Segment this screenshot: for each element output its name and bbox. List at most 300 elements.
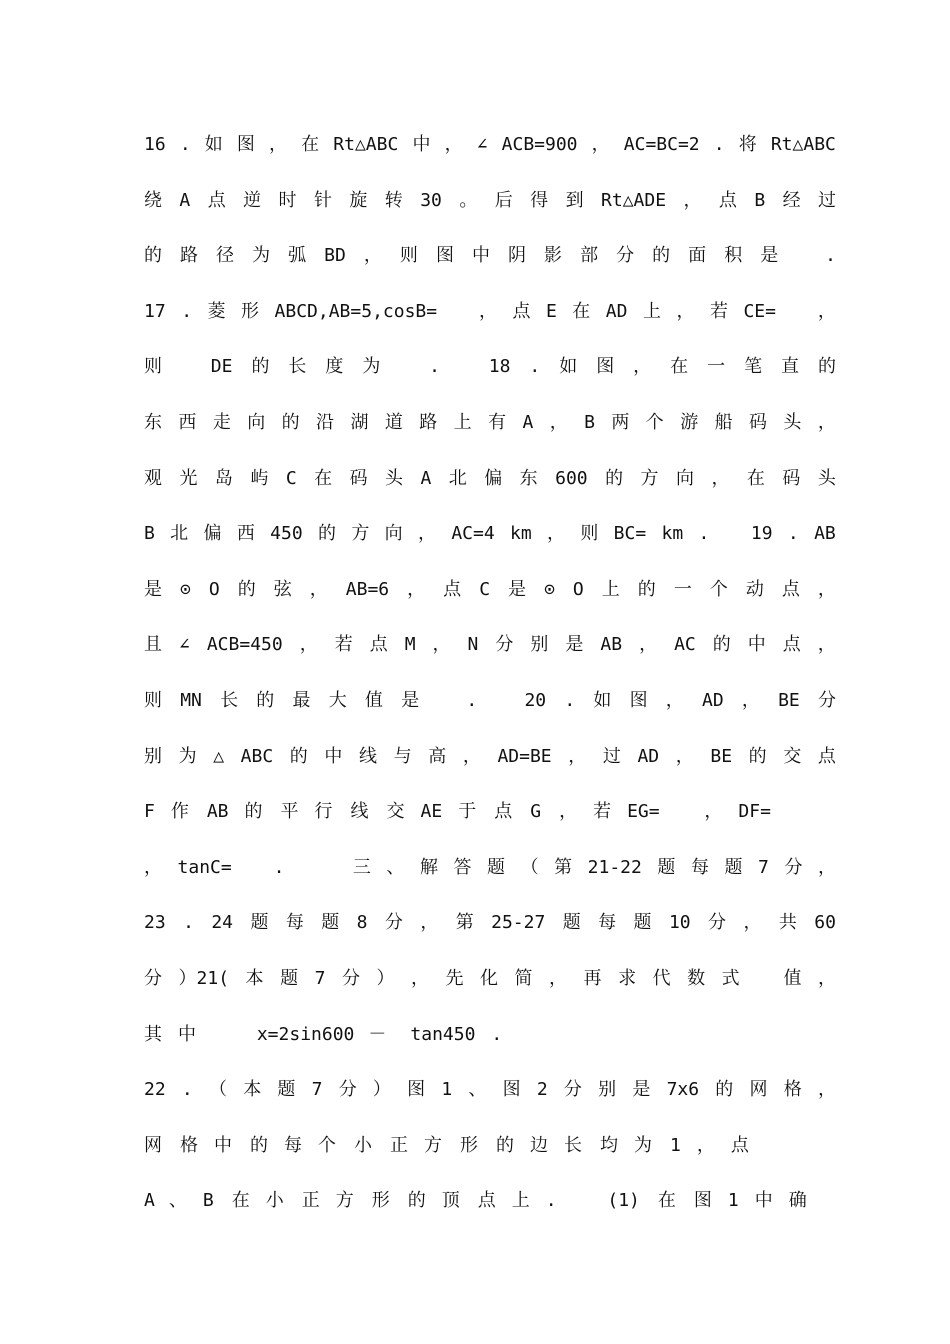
text-token: 正	[390, 1134, 408, 1156]
text-token: 向	[247, 411, 266, 433]
text-token: ，	[144, 856, 162, 878]
text-token: 、	[468, 1079, 487, 1101]
text-token: DE	[210, 356, 233, 378]
text-token: 分	[563, 1079, 582, 1101]
text-token: 确	[788, 1190, 807, 1212]
text-line	[144, 963, 836, 1019]
text-token: 20	[524, 689, 547, 711]
text-token: 25-27	[491, 912, 546, 934]
text-token: 16	[144, 134, 166, 155]
text-token	[796, 240, 807, 296]
text-token: 图	[693, 1190, 712, 1212]
text-token: ACB=450	[206, 634, 283, 656]
text-token: 岛	[214, 467, 233, 489]
text-token: 题	[487, 856, 506, 878]
text-token: 小	[354, 1134, 372, 1156]
text-token: 17	[144, 300, 166, 322]
text-token: 分	[341, 967, 360, 989]
text-token: AE	[420, 801, 443, 823]
text-token: 正	[301, 1190, 320, 1212]
text-token: 笔	[744, 356, 763, 378]
text-token: 头	[817, 467, 836, 489]
text-token: 点	[207, 189, 226, 211]
text-token: ，	[633, 356, 652, 378]
text-token: 中	[214, 1134, 232, 1156]
text-token: 的	[289, 745, 308, 767]
text-token: .	[698, 523, 710, 545]
text-token: 中	[324, 745, 343, 767]
text-token: 部	[580, 245, 599, 267]
text-token: 是	[144, 578, 162, 600]
text-token	[300, 852, 311, 908]
text-token: 三	[352, 856, 371, 878]
text-token: 的	[251, 356, 270, 378]
text-token: 一	[673, 578, 692, 600]
text-token: 个	[645, 411, 664, 433]
text-token: 的	[407, 1190, 426, 1212]
text-token: 边	[530, 1134, 548, 1156]
text-token: 1	[670, 1134, 681, 1156]
text-token: 格	[180, 1134, 198, 1156]
text-token: .	[429, 356, 440, 378]
text-token: ，	[665, 689, 684, 711]
text-token: 中	[747, 634, 766, 656]
text-token: 过	[818, 189, 836, 211]
text-token: ，	[568, 745, 587, 767]
text-token: x=2sin600	[256, 1023, 355, 1045]
text-token: 600	[555, 467, 588, 489]
text-token: 头	[385, 467, 404, 489]
text-line	[144, 574, 836, 630]
text-token: 东	[144, 411, 162, 433]
text-token: ⊙	[544, 578, 555, 600]
text-token: 得	[530, 189, 549, 211]
text-token: Rt△ADE	[601, 189, 667, 211]
text-line	[144, 796, 836, 852]
text-token: 平	[280, 801, 299, 823]
text-token: 2	[536, 1079, 548, 1101]
text-token: 路	[180, 245, 199, 267]
text-token: ，	[407, 578, 426, 600]
text-token: 代	[652, 967, 671, 989]
text-token: 别	[144, 745, 162, 767]
text-token: 将	[738, 134, 757, 155]
text-token: ，	[547, 523, 566, 545]
text-token: 路	[419, 411, 438, 433]
text-token: 到	[565, 189, 584, 211]
text-token: 东	[519, 467, 538, 489]
text-token: ，	[410, 967, 429, 989]
text-token: 交	[783, 745, 802, 767]
text-token: ，	[817, 856, 836, 878]
text-token: 每	[284, 1134, 302, 1156]
text-token: 图	[629, 689, 648, 711]
text-token: A	[522, 411, 534, 433]
text-token: 点	[494, 801, 513, 823]
text-token: 点	[443, 578, 462, 600]
text-token: 题	[280, 967, 299, 989]
text-token: C	[479, 578, 491, 600]
text-token: 点	[512, 300, 531, 322]
text-token: 分	[384, 912, 403, 934]
text-token: ，	[363, 245, 382, 267]
text-token: BE	[710, 745, 733, 767]
text-token: AB	[814, 523, 836, 545]
text-token: 均	[600, 1134, 618, 1156]
text-token: 最	[292, 689, 311, 711]
text-token: ，	[269, 134, 288, 155]
text-token: 如	[559, 356, 578, 378]
text-token	[495, 685, 506, 741]
text-token: 游	[680, 411, 699, 433]
text-token: 的	[748, 745, 767, 767]
text-token: 一	[707, 356, 726, 378]
text-line	[144, 685, 836, 741]
text-token: 21-22	[587, 856, 642, 878]
text-token	[453, 296, 464, 352]
text-token: Rt△ABC	[333, 134, 399, 155]
text-token: AC	[674, 634, 696, 656]
text-token: 光	[179, 467, 198, 489]
text-token: 如	[593, 689, 612, 711]
text-token: G	[530, 801, 542, 823]
text-token: ，	[675, 745, 694, 767]
text-line	[144, 907, 836, 963]
text-token: 方	[351, 523, 370, 545]
text-token: 观	[144, 467, 162, 489]
text-token: ，	[462, 745, 481, 767]
text-token: O	[572, 578, 584, 600]
text-token: BD	[324, 245, 346, 267]
text-token: 线	[350, 801, 369, 823]
text-token: ，	[559, 801, 578, 823]
text-token: ，	[696, 1134, 715, 1156]
text-token: 作	[170, 801, 189, 823]
text-token: 的	[318, 523, 336, 545]
text-token: 西	[236, 523, 255, 545]
text-token: 题	[633, 912, 652, 934]
text-token: 先	[445, 967, 464, 989]
text-token: 偏	[203, 523, 222, 545]
text-token: 走	[212, 411, 231, 433]
text-token: A	[144, 1190, 155, 1212]
text-token: 点	[730, 1134, 749, 1156]
text-token: 则	[399, 245, 418, 267]
text-token: 若	[334, 634, 353, 656]
text-token: km	[661, 523, 684, 545]
text-token: 解	[419, 856, 438, 878]
text-token: C	[285, 467, 297, 489]
text-token: 图	[407, 1079, 426, 1101]
text-token: 1	[727, 1190, 739, 1212]
text-token: 径	[216, 245, 235, 267]
text-token: 的	[144, 245, 162, 267]
text-token: 题	[321, 912, 340, 934]
text-token: 北	[448, 467, 467, 489]
text-token: （	[520, 856, 539, 878]
text-token: 第	[554, 856, 573, 878]
text-token: 共	[778, 912, 797, 934]
text-token: AC=4	[451, 523, 495, 545]
text-token	[326, 852, 337, 908]
text-token: 交	[386, 801, 405, 823]
text-token: 上	[511, 1190, 530, 1212]
text-line	[144, 463, 836, 519]
text-token: tanC=	[177, 856, 232, 878]
text-token: ，	[309, 578, 328, 600]
text-token: 1	[441, 1079, 453, 1101]
text-token: 积	[724, 245, 743, 267]
text-token: 长	[220, 689, 239, 711]
text-token: 点	[477, 1190, 496, 1212]
text-token: tan450	[410, 1023, 476, 1045]
text-token: 网	[144, 1134, 162, 1156]
text-token: 方	[424, 1134, 442, 1156]
text-token: 度	[325, 356, 344, 378]
text-token: 图	[596, 356, 615, 378]
text-token: 7	[314, 967, 326, 989]
text-token: 屿	[250, 467, 269, 489]
text-token: 阴	[508, 245, 526, 267]
text-token: ）	[372, 1079, 391, 1101]
text-token: AB	[600, 634, 623, 656]
text-token: 别	[598, 1079, 617, 1101]
text-token: 网	[749, 1079, 768, 1101]
text-token: O	[208, 578, 220, 600]
text-token: ，	[817, 411, 836, 433]
text-token: 再	[583, 967, 602, 989]
text-token: 道	[384, 411, 403, 433]
text-token: 时	[278, 189, 297, 211]
text-token: （	[208, 1079, 227, 1101]
text-token: 分	[144, 967, 162, 989]
text-line	[144, 351, 836, 407]
text-line	[144, 1019, 836, 1075]
text-token: 形	[371, 1190, 390, 1212]
text-token: 菱	[207, 300, 226, 322]
text-token: 7	[758, 856, 769, 878]
text-token: .	[825, 245, 836, 267]
text-token: 弦	[273, 578, 292, 600]
text-token: 简	[514, 967, 533, 989]
text-token: 形	[241, 300, 260, 322]
text-token: 、	[386, 856, 405, 878]
text-token: ，	[818, 967, 836, 989]
text-token: ，	[591, 134, 610, 155]
text-token: 则	[580, 523, 599, 545]
text-token: CE=	[743, 300, 776, 322]
text-token: 是	[632, 1079, 651, 1101]
text-token: 的	[652, 245, 671, 267]
text-token: 针	[313, 189, 332, 211]
text-token: 沿	[316, 411, 335, 433]
text-token: 北	[170, 523, 189, 545]
text-token	[581, 1185, 592, 1241]
text-token: ∠	[476, 134, 488, 155]
text-token	[678, 796, 689, 852]
text-token: 24	[211, 912, 234, 934]
text-line	[144, 129, 836, 185]
text-token: 30	[420, 189, 442, 211]
text-token: 过	[602, 745, 621, 767]
text-token: 若	[593, 801, 612, 823]
text-token: 分	[708, 912, 727, 934]
text-token: 中	[754, 1190, 773, 1212]
text-token: 图	[502, 1079, 521, 1101]
text-token: 顶	[441, 1190, 460, 1212]
text-token: 影	[544, 245, 563, 267]
text-token	[791, 296, 802, 352]
text-line	[144, 407, 836, 463]
text-token: 10	[668, 912, 691, 934]
text-token: AD	[637, 745, 660, 767]
text-token: 7x6	[666, 1079, 700, 1101]
text-token: 有	[488, 411, 507, 433]
text-token: 每	[285, 912, 304, 934]
text-token: 上	[642, 300, 661, 322]
text-token: 60	[814, 912, 836, 934]
text-token	[247, 852, 258, 908]
text-token: 与	[393, 745, 412, 767]
text-token: 在	[746, 467, 765, 489]
text-token: ，	[676, 300, 695, 322]
text-token: 上	[601, 578, 620, 600]
text-token: ACB=900	[501, 134, 578, 155]
text-token: 两	[611, 411, 630, 433]
text-token: 的	[256, 689, 275, 711]
text-token: ，	[683, 189, 702, 211]
text-token: ，	[817, 634, 836, 656]
text-line	[144, 852, 836, 908]
text-token: 绕	[144, 189, 162, 211]
text-token: 的	[712, 634, 731, 656]
text-token: 经	[782, 189, 801, 211]
text-token: 偏	[484, 467, 503, 489]
text-token	[399, 351, 410, 407]
text-token: .	[181, 300, 193, 322]
text-token: ）21(	[178, 967, 230, 989]
text-token: 逆	[243, 189, 262, 211]
text-token: 码	[749, 411, 767, 433]
text-token: 中	[412, 134, 431, 155]
text-token: ，	[817, 1079, 836, 1101]
text-token: 是	[508, 578, 527, 600]
text-token: 点	[817, 745, 836, 767]
text-token: 为	[634, 1134, 652, 1156]
text-token: ，	[741, 689, 760, 711]
text-token: －	[368, 1023, 387, 1045]
text-line	[144, 1074, 836, 1130]
text-token: 若	[709, 300, 728, 322]
text-token: 船	[714, 411, 733, 433]
text-token: 分	[495, 634, 514, 656]
text-token: 分	[817, 689, 836, 711]
text-token: 是	[565, 634, 584, 656]
text-token: 图	[236, 134, 255, 155]
text-token: .	[713, 134, 725, 155]
text-token: ∠	[179, 634, 190, 656]
text-token: 求	[618, 967, 637, 989]
text-line	[144, 1185, 836, 1241]
text-token: 22	[144, 1079, 166, 1101]
text-token: 分	[338, 1079, 357, 1101]
text-token: ，	[417, 523, 436, 545]
text-token: AD	[702, 689, 724, 711]
text-token: ABCD,AB=5,cosB=	[274, 300, 438, 322]
text-token: 题	[657, 856, 676, 878]
text-token: 形	[460, 1134, 478, 1156]
text-token: ，	[817, 300, 836, 322]
text-token: B	[584, 411, 595, 433]
text-token: ，	[478, 300, 497, 322]
text-token	[216, 1019, 227, 1075]
text-token: 化	[480, 967, 498, 989]
text-token: 个	[318, 1134, 336, 1156]
text-token: 码	[782, 467, 801, 489]
text-token: AB	[206, 801, 229, 823]
text-token: 于	[458, 801, 477, 823]
text-token: A	[179, 189, 191, 211]
text-token: B	[202, 1190, 214, 1212]
text-token: 方	[640, 467, 659, 489]
text-token: 本	[245, 967, 264, 989]
text-token: 的	[605, 467, 624, 489]
text-token: 如	[204, 134, 223, 155]
text-token: ，	[711, 467, 730, 489]
text-token: 码	[349, 467, 368, 489]
text-token: 点	[782, 634, 801, 656]
text-token: .	[181, 1079, 193, 1101]
text-token: 题	[724, 856, 743, 878]
text-token: 的	[818, 356, 836, 378]
text-token: 值	[364, 689, 383, 711]
text-token: 大	[328, 689, 347, 711]
text-token: ，	[704, 801, 723, 823]
text-token: 点	[718, 189, 737, 211]
text-token: .	[564, 689, 576, 711]
text-token: 后	[494, 189, 513, 211]
text-token: 则	[144, 689, 162, 711]
text-token: 线	[359, 745, 378, 767]
text-token: 、	[168, 1190, 187, 1212]
text-token: Rt△ABC	[770, 134, 836, 155]
text-token: ，	[444, 134, 463, 155]
text-token: 是	[760, 245, 779, 267]
text-token: DF=	[738, 801, 771, 823]
text-token: BC=	[613, 523, 647, 545]
text-token: E	[545, 300, 557, 322]
text-token: ，	[639, 634, 658, 656]
text-token: .	[529, 356, 541, 378]
text-token: 的	[637, 578, 656, 600]
text-token: 且	[144, 634, 162, 656]
text-line	[144, 296, 836, 352]
text-token: (1)	[607, 1190, 640, 1212]
text-token: 的	[237, 578, 256, 600]
text-token: 在	[314, 467, 333, 489]
text-token	[756, 963, 767, 1019]
text-token: AC=BC=2	[623, 134, 700, 155]
text-token: 第	[455, 912, 474, 934]
text-line	[144, 629, 836, 685]
text-token: 向	[384, 523, 403, 545]
text-token: 8	[356, 912, 368, 934]
text-token: .	[273, 856, 285, 878]
text-token: 中	[471, 245, 490, 267]
text-token: ，	[817, 578, 836, 600]
text-token: 的	[244, 801, 263, 823]
text-token: 每	[690, 856, 709, 878]
